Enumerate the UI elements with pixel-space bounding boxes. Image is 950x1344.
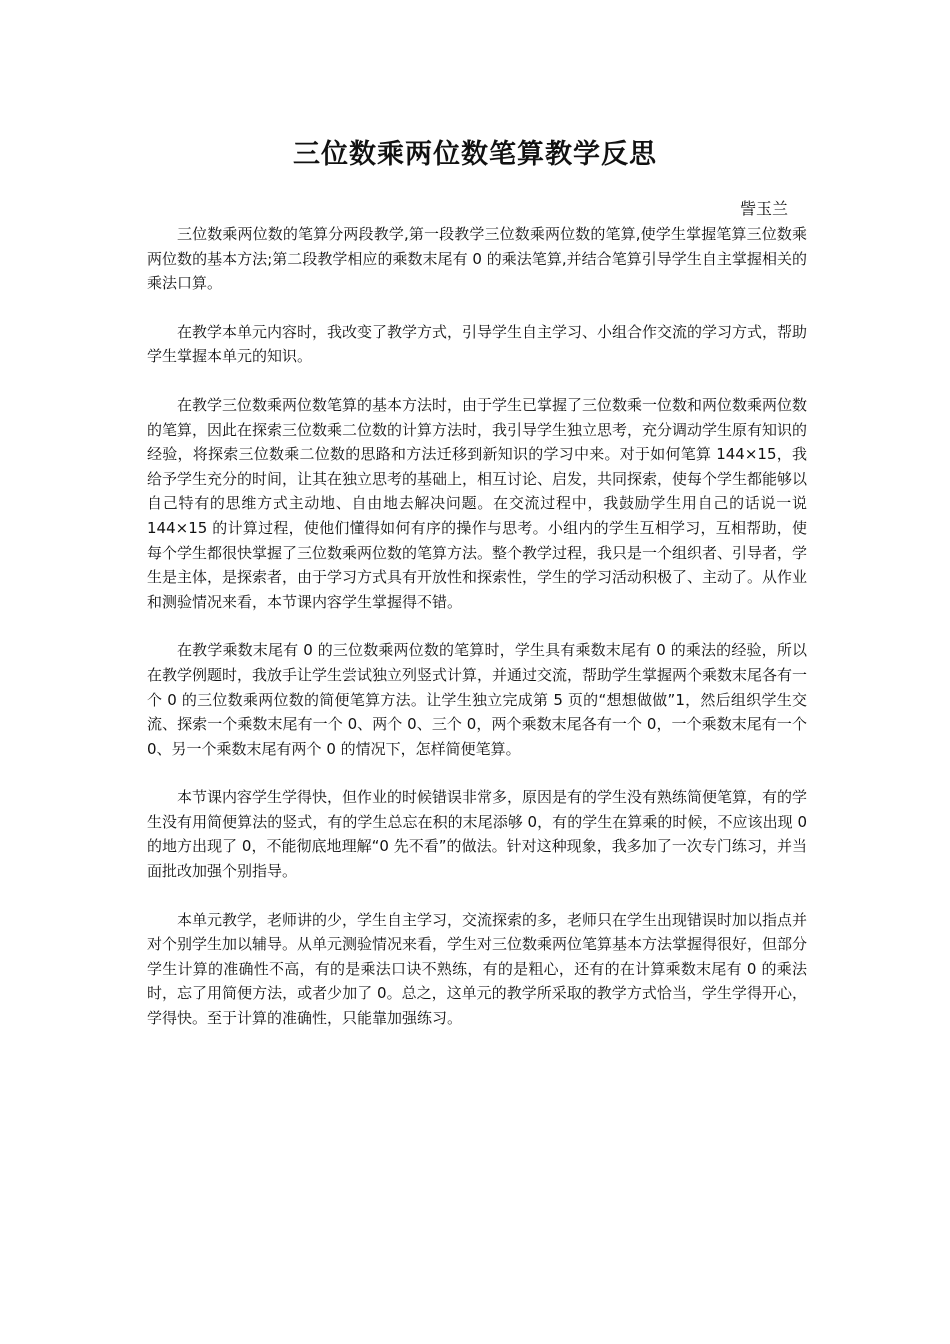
paragraph: 本单元教学，老师讲的少，学生自主学习，交流探索的多，老师只在学生出现错误时加以指点并对个别学生加以辅导。从单元测验情况来看，学生对三位数乘两位笔算基本方法掌握得很好，但部分学生计算的准确性不高，有的是乘法口诀不熟练，有的是粗心，还有的在计算乘数末尾有 0 的乘法时，忘了用简便方法，或者少加了 0。总之，这单元的教学所采取的教学方式恰当，学生学得开心，学得快。至于计算的准确性，只能靠加强练习。 [147, 910, 808, 1028]
paragraph: 在教学本单元内容时，我改变了教学方式，引导学生自主学习、小组合作交流的学习方式，帮助学生掌握本单元的知识。 [147, 322, 808, 366]
paragraph: 在教学乘数末尾有 0 的三位数乘两位数的笔算时，学生具有乘数末尾有 0 的乘法的经验，所以在教学例题时，我放手让学生尝试独立列竖式计算，并通过交流，帮助学生掌握两个乘数末尾各有一个 0 的三位数乘两位数的简便笔算方法。让学生独立完成第 5 页的“想想做做”1，然后组织学生交流、探索一个乘数末尾有一个 0、两个 0、三个 0，两个乘数末尾各有一个 0，一个乘数末尾有一个 0、另一个乘数末尾有两个 0 的情况下，怎样简便笔算。 [147, 641, 808, 758]
author-name: 訾玉兰 [739, 199, 788, 218]
document-title: 三位数乘两位数笔算教学反思 [293, 139, 657, 170]
paragraph: 在教学三位数乘两位数笔算的基本方法时，由于学生已掌握了三位数乘一位数和两位数乘两位数的笔算，因此在探索三位数乘二位数的计算方法时，我引导学生独立思考，充分调动学生原有知识的经验，将探索三位数乘二位数的思路和方法迁移到新知识的学习中来。对于如何笔算 144×15，我给予学生充分的时间，让其在独立思考的基础上，相互讨论、启发，共同探索，使每个学生都能够以自己特有的思维方式主动地、自由地去解决问题。在交流过程中，我鼓励学生用自己的话说一说 144×15 的计算过程，使他们懂得如何有序的操作与思考。小组内的学生互相学习，互相帮助，使每个学生都很快掌握了三位数乘两位数的笔算方法。整个教学过程，我只是一个组织者、引导者，学生是主体，是探索者，由于学习方式具有开放性和探索性，学生的学习活动积极了、主动了。从作业和测验情况来看，本节课内容学生掌握得不错。 [147, 395, 808, 611]
paragraph: 三位数乘两位数的笔算分两段教学,第一段教学三位数乘两位数的笔算,使学生掌握笔算三位数乘两位数的基本方法;第二段教学相应的乘数末尾有 0 的乘法笔算,并结合笔算引导学生自主掌握相关的乘法口算。 [147, 225, 807, 293]
document-body [147, 222, 807, 1055]
paragraph: 本节课内容学生学得快，但作业的时候错误非常多，原因是有的学生没有熟练简便笔算，有的学生没有用简便算法的竖式，有的学生总忘在积的末尾添够 0，有的学生在算乘的时候，不应该出现 0 的地方出现了 0，不能彻底地理解“0 先不看”的做法。针对这种现象，我多加了一次专门练习，并当面批改加强个别指导。 [147, 788, 808, 881]
